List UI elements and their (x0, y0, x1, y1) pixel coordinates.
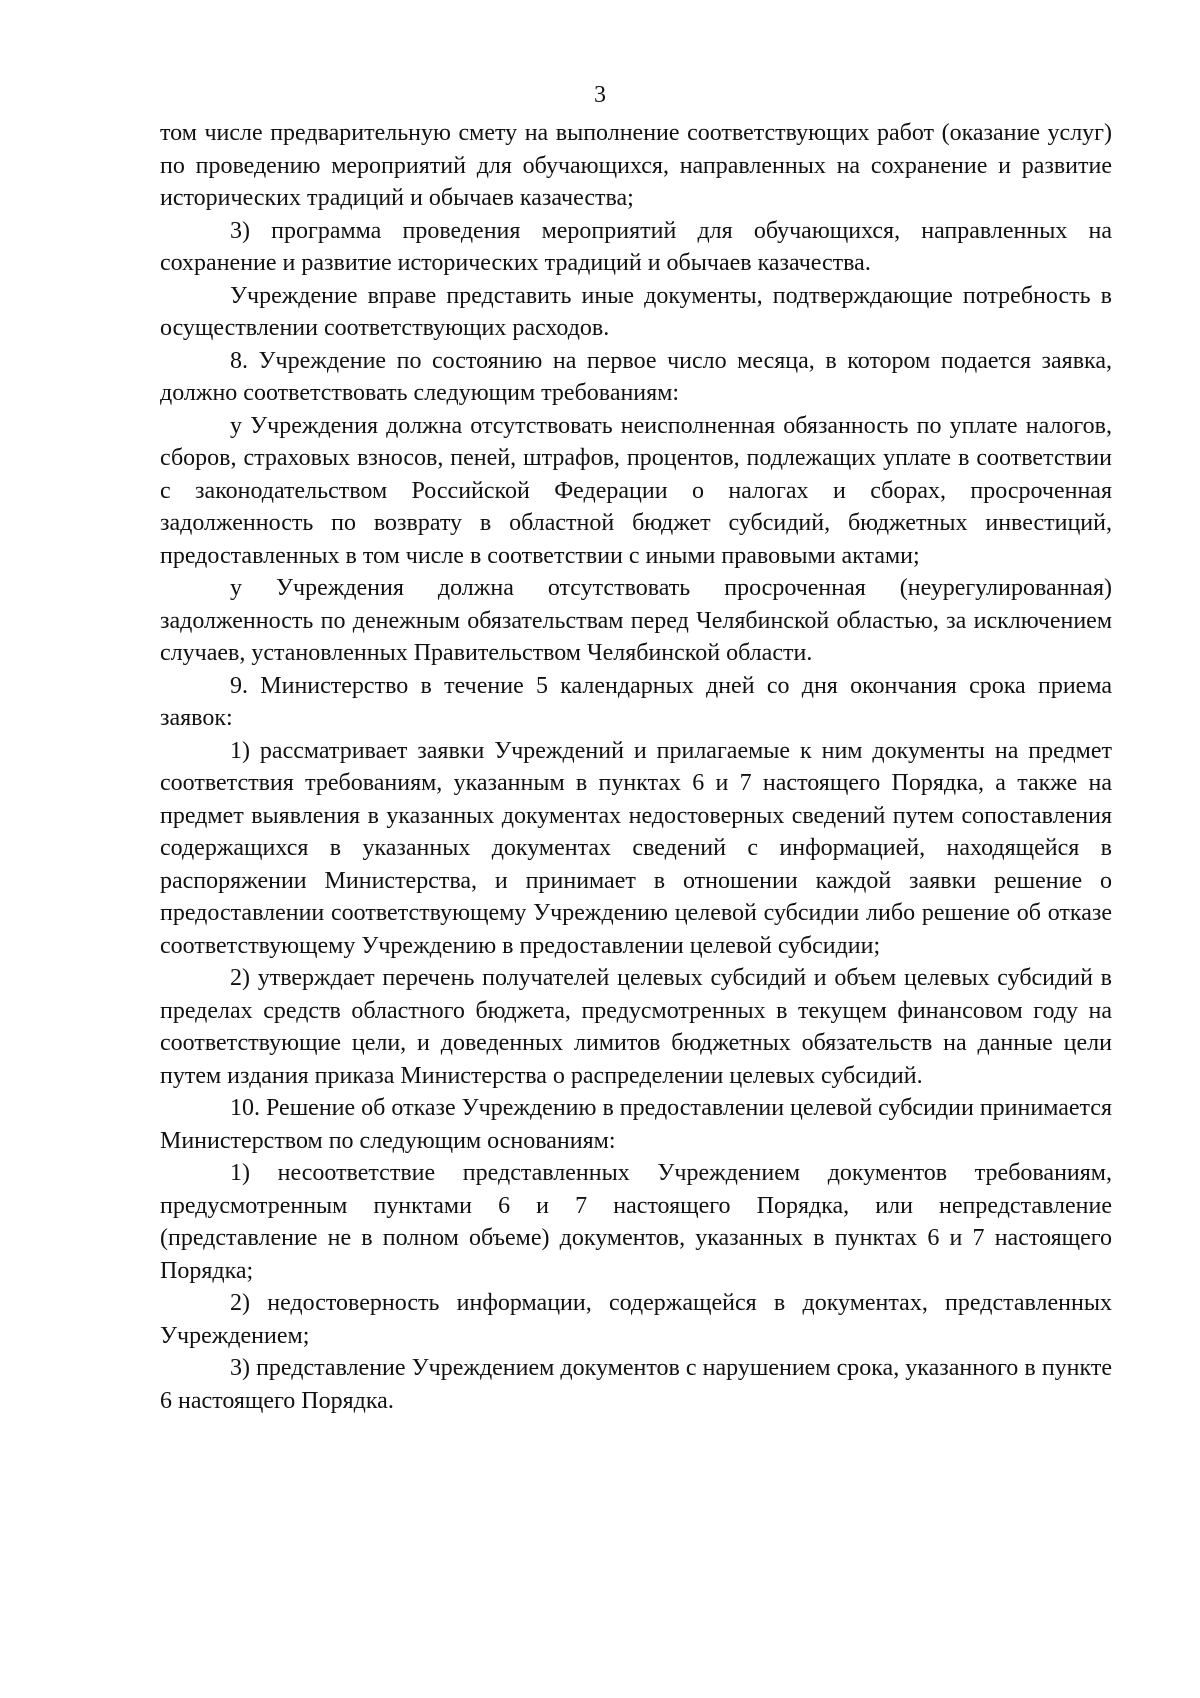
paragraph: 10. Решение об отказе Учреждению в предоставлении целевой субсидии принимается Министерством по следующим основаниям: (160, 1095, 1112, 1154)
paragraph: 3) представление Учреждением документов с нарушением срока, указанного в пункте 6 настоящего Порядка. (160, 1355, 1112, 1414)
paragraph: 3) программа проведения мероприятий для обучающихся, направленных на сохранение и развитие исторических традиций и обычаев казачества. (160, 217, 1112, 276)
paragraph: у Учреждения должна отсутствовать просроченная (неурегулированная) задолженность по денежным обязательствам перед Челябинской областью, за исключением случаев, установленных Правительством Челябинской области. (160, 575, 1112, 666)
paragraph: том числе предварительную смету на выполнение соответствующих работ (оказание услуг) по проведению мероприятий для обучающихся, направленных на сохранение и развитие исторических традиций и обычаев казачества; (160, 120, 1112, 211)
paragraph: у Учреждения должна отсутствовать неисполненная обязанность по уплате налогов, сборов, страховых взносов, пеней, штрафов, процентов, подлежащих уплате в соответствии с законодательством Российской Федерации о налогах и сборах, просроченная задолженность по возврату в областной бюджет субсидий, бюджетных инвестиций, предоставленных в том числе в соответствии с иными правовыми актами; (160, 412, 1112, 569)
document-body (160, 117, 1112, 1417)
page-number: 3 (594, 82, 606, 108)
paragraph: 8. Учреждение по состоянию на первое число месяца, в котором подается заявка, должно соответствовать следующим требованиям: (160, 347, 1112, 406)
paragraph: 1) рассматривает заявки Учреждений и прилагаемые к ним документы на предмет соответствия требованиям, указанным в пунктах 6 и 7 настоящего Порядка, а также на предмет выявления в указанных документах недостоверных сведений путем сопоставления содержащихся в указанных документах сведений с информацией, находящейся в распоряжении Министерства, и принимает в отношении каждой заявки решение о предоставлении соответствующему Учреждению целевой субсидии либо решение об отказе соответствующему Учреждению в предоставлении целевой субсидии; (160, 737, 1112, 959)
paragraph: 2) утверждает перечень получателей целевых субсидий и объем целевых субсидий в пределах средств областного бюджета, предусмотренных в текущем финансовом году на соответствующие цели, и доведенных лимитов бюджетных обязательств на данные цели путем издания приказа Министерства о распределении целевых субсидий. (160, 965, 1112, 1089)
paragraph: 1) несоответствие представленных Учреждением документов требованиям, предусмотренным пунктами 6 и 7 настоящего Порядка, или непредставление (представление не в полном объеме) документов, указанных в пунктах 6 и 7 настоящего Порядка; (160, 1160, 1112, 1284)
paragraph: 2) недостоверность информации, содержащейся в документах, представленных Учреждением; (160, 1290, 1112, 1349)
paragraph: Учреждение вправе представить иные документы, подтверждающие потребность в осуществлении соответствующих расходов. (160, 282, 1112, 341)
paragraph: 9. Министерство в течение 5 календарных дней со дня окончания срока приема заявок: (160, 672, 1112, 731)
